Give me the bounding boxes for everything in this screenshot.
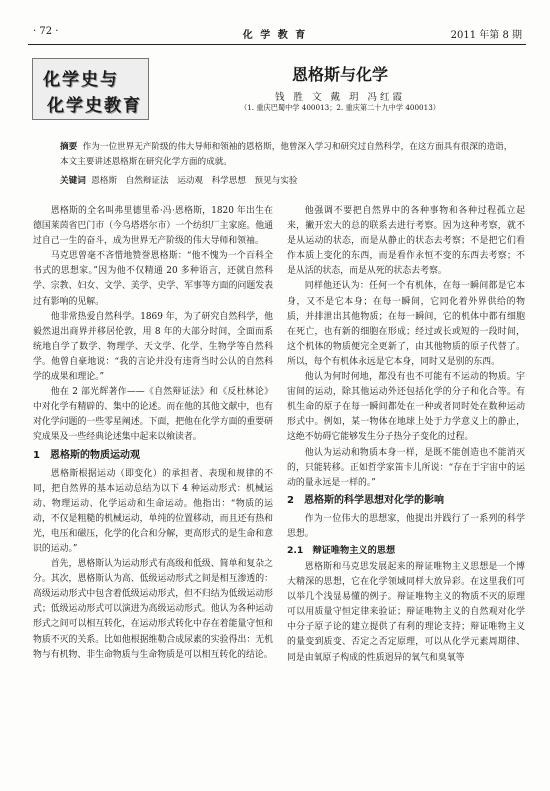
right-column (287, 204, 525, 666)
article-authors: 钱 胜 文 戴 玥 冯红霞 (274, 92, 406, 103)
keywords-text: 恩格斯 自然辩证法 运动观 科学思想 预见与实验 (91, 176, 298, 186)
page-number: · 72 · (33, 26, 59, 37)
column-name-box (32, 58, 149, 120)
paragraph: 他非常热爱自然科学。1869 年，为了研究自然科学，他毅然退出商界并移居伦敦，用 8 年的大部分时间，全面而系统地自学了数学、物理学、天文学、化学、生物学等自然科学。他曾自豪地说：“我的言论并没有违背当时公认的自然科学的成果和理论。” (33, 311, 273, 383)
paragraph: 恩格斯根据运动（即变化）的承担者、表现和规律的不同，把自然界的基本运动总结为以下 4 种运动形式：机械运动、物理运动、化学运动和生命运动。他指出：“物质的运动，不仅是粗糙的机械运动，单纯的位置移动，而且还有热和光，电压和磁压，化学的化合和分解，更高形式的是生命和意识的运动。” (33, 468, 273, 554)
left-column (33, 204, 273, 663)
column-name-line2: 化学史教育 (47, 96, 142, 116)
abstract-text: 作为一位世界无产阶级的伟大导师和领袖的恩格斯，他曾深入学习和研究过自然科学，在这方面具有很深的造诣，本文主要讲述恩格斯在研究化学方面的成就。 (60, 142, 513, 167)
subsection-heading: 2.1 辩证唯物主义的思想 (287, 544, 396, 556)
paragraph: 恩格斯和马克思发展起来的辩证唯物主义思想是一个博大精深的思想，它在化学领域同样大放异彩。在这里我们可以举几个浅显易懂的例子。辩证唯物主义的物质不灭的原理可以用质量守恒定律来验证；辩证唯物主义的自然观对化学中分子原子论的建立提供了有利的理论支持；辩证唯物主义的量变到质变、否定之否定原理，可以从化学元素周期律、同是由氧原子构成的性质迥异的氧气和臭氧等 (287, 561, 525, 663)
keywords-label: 关键词 (60, 176, 86, 186)
article-affiliation: （1. 重庆巴蜀中学 400013；2. 重庆第二十九中学 400013） (240, 103, 440, 112)
issue-label: 2011 年第 8 期 (450, 30, 522, 41)
paragraph: 马克思曾毫不吝惜地赞誉恩格斯：“他不愧为一个百科全书式的思想家。”因为他不仅精通 20 多种语言，还就自然科学、宗教、妇女、文学、美学、史学、军事等方面的问题发表过有影响的见解。 (33, 251, 273, 307)
paragraph: 作为一位伟大的思想家，他提出并践行了一系列的科学思想。 (287, 513, 525, 539)
abstract (60, 140, 515, 170)
paragraph: 他强调不要把自然界中的各种事物和各种过程孤立起来，撇开宏大的总的联系去进行考察。因为这种考察，就不是从运动的状态，而是从静止的状态去考察；不是把它们看作本质上变化的东西，而是看作永恒不变的东西去考察；不是从活的状态，而是从死的状态去考察。 (287, 206, 525, 277)
header-rule (28, 44, 526, 45)
paragraph: 恩格斯的全名叫弗里德里希·冯·恩格斯，1820 年出生在德国莱茵省巴门市（今乌塔塔尔市）一个纺织厂主家庭。他通过自己一生的奋斗，成为世界无产阶级的伟大导师和领袖。 (33, 206, 273, 247)
abstract-label: 摘要 (60, 142, 78, 152)
paragraph: 他认为运动和物质本身一样，是既不能创造也不能消灭的，只能转移。正如哲学家笛卡儿所说：“存在于宇宙中的运动的量永远是一样的。” (287, 447, 525, 488)
paragraph: 他认为何时何地，都没有也不可能有不运动的物质。宇宙间的运动，除其他运动外还包括化学的分子和化合等。有机生命的原子在每一瞬间都处在一种或者同时处在数种运动形式中。例如，某一物体在地球上处于力学意义上的静止，这绝不妨碍它能够发生分子热分子变化的过程。 (287, 372, 525, 443)
column-name-line1: 化学史与 (43, 70, 119, 90)
paragraph: 他在 2 部光辉著作——《自然辩证法》和《反杜林论》中对化学有精辟的、集中的论述。而在他的其他文献中，也有对化学问题的一些零星阐述。下面，把他在化学方面的重要研究成果及一些经典论述集中起来以飨读者。 (33, 387, 273, 443)
section-heading: 1 恩格斯的物质运动观 (33, 449, 140, 461)
paragraph: 同样他还认为：任何一个有机体，在每一瞬间都是它本身，又不是它本身；在每一瞬间，它同化着外界供给的物质，并排泄出其他物质；在每一瞬间，它的机体中都有细胞在死亡，也有新的细胞在形成；经过或长或短的一段时间，这个机体的物质便完全更新了，由其他物质的原子代替了。所以，每个有机体永远是它本身，同时又是别的东西。 (287, 281, 525, 367)
section-heading: 2 恩格斯的科学思想对化学的影响 (287, 494, 444, 506)
journal-name: 化 学 教 育 (242, 30, 308, 41)
article-title: 恩格斯与化学 (291, 65, 388, 84)
paragraph: 首先，恩格斯认为运动形式有高级和低级、简单和复杂之分。其次，恩格斯认为高、低级运动形式之间是相互渗透的：高级运动形式中包含着低级运动形式，但不归结为低级运动形式；低级运动形式可以演进为高级运动形式。他认为各种运动形式之间可以相互转化，在运动形式转化中存在着能量守恒和物质不灭的关系。比如他根据维勒合成尿素的实验得出：无机物与有机物、非生命物质与生命物质是可以相互转化的结论。 (33, 559, 273, 660)
keywords (60, 174, 515, 186)
